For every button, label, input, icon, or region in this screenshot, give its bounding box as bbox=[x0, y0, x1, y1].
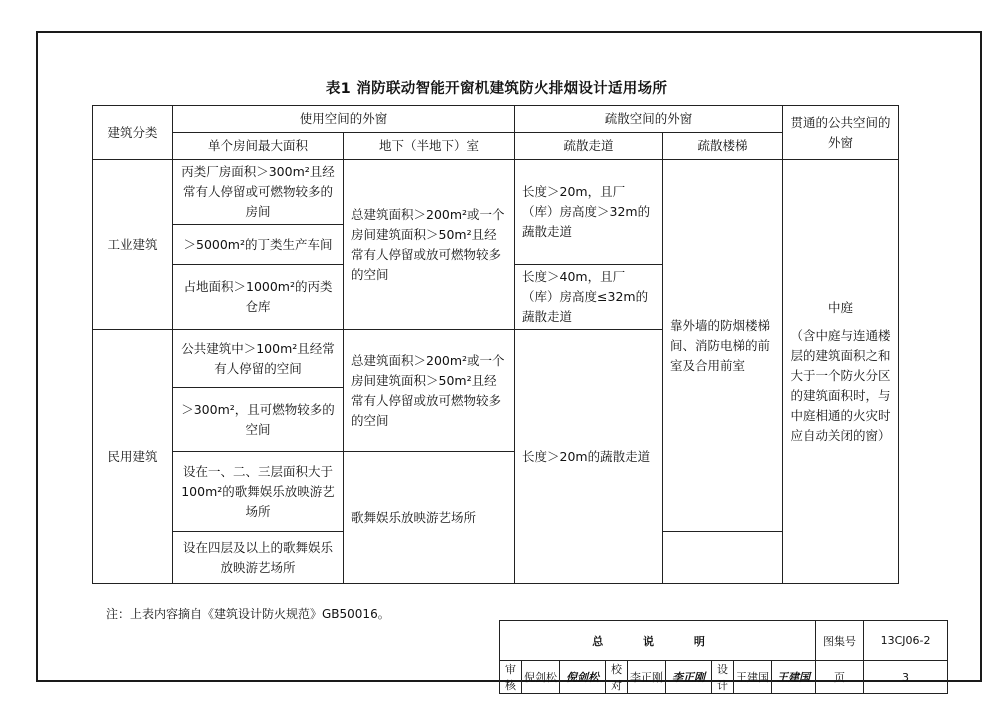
page-label: 页 bbox=[816, 661, 864, 694]
industrial-basement: 总建筑面积＞200m²或一个房间建筑面积＞50m²且经常有人停留或放可燃物较多的空间 bbox=[344, 160, 515, 330]
check-name: 李正刚 bbox=[628, 661, 666, 694]
evac-stair-cell: 靠外墙的防烟楼梯间、消防电梯的前室及合用前室 bbox=[663, 160, 783, 532]
check-signature: 李正刚 bbox=[666, 661, 712, 694]
design-name: 王建国 bbox=[734, 661, 772, 694]
industrial-corridor-2: 长度＞40m，且厂（库）房高度≤32m的蔬散走道 bbox=[515, 265, 663, 330]
header-evac-corridor: 疏散走道 bbox=[515, 133, 663, 160]
evac-stair-blank bbox=[663, 532, 783, 584]
atlas-code: 13CJ06-2 bbox=[864, 621, 948, 661]
civil-room-4: 设在四层及以上的歌舞娱乐放映游艺场所 bbox=[173, 532, 344, 584]
civil-label: 民用建筑 bbox=[93, 330, 173, 584]
page-number: 3 bbox=[864, 661, 948, 694]
footnote: 注：上表内容摘自《建筑设计防火规范》GB50016。 bbox=[106, 607, 390, 621]
title-block bbox=[499, 620, 948, 694]
civil-corridor: 长度＞20m的蔬散走道 bbox=[515, 330, 663, 584]
header-max-room-area: 单个房间最大面积 bbox=[173, 133, 344, 160]
header-evac-stair: 疏散楼梯 bbox=[663, 133, 783, 160]
drawing-name: 总 说 明 bbox=[500, 621, 816, 661]
public-space-title: 中庭 bbox=[828, 299, 854, 315]
review-signature: 倪剑松 bbox=[560, 661, 606, 694]
design-label: 设计 bbox=[712, 661, 734, 694]
public-space-cell bbox=[783, 160, 899, 584]
header-basement: 地下（半地下）室 bbox=[344, 133, 515, 160]
public-space-desc: （含中庭与连通楼层的建筑面积之和大于一个防火分区的建筑面积时，与中庭相通的火灾时应自动关闭的窗） bbox=[790, 327, 891, 443]
industrial-room-2: ＞5000m²的丁类生产车间 bbox=[173, 225, 344, 265]
civil-basement-2: 歌舞娱乐放映游艺场所 bbox=[344, 452, 515, 584]
applicable-places-table bbox=[92, 105, 899, 584]
atlas-label: 图集号 bbox=[816, 621, 864, 661]
civil-room-1: 公共建筑中＞100m²且经常有人停留的空间 bbox=[173, 330, 344, 388]
civil-basement-1: 总建筑面积＞200m²或一个房间建筑面积＞50m²且经常有人停留或放可燃物较多的空间 bbox=[344, 330, 515, 452]
industrial-room-1: 丙类厂房面积＞300m²且经常有人停留或可燃物较多的房间 bbox=[173, 160, 344, 225]
review-name: 倪剑松 bbox=[522, 661, 560, 694]
check-label: 校对 bbox=[606, 661, 628, 694]
industrial-label: 工业建筑 bbox=[93, 160, 173, 330]
header-evac-outer-window: 疏散空间的外窗 bbox=[515, 106, 783, 133]
review-label: 审核 bbox=[500, 661, 522, 694]
table-title: 表1 消防联动智能开窗机建筑防火排烟设计适用场所 bbox=[325, 81, 668, 97]
design-signature: 王建国 bbox=[772, 661, 816, 694]
header-usage-outer-window: 使用空间的外窗 bbox=[173, 106, 515, 133]
industrial-room-3: 占地面积＞1000m²的丙类仓库 bbox=[173, 265, 344, 330]
industrial-corridor-1: 长度＞20m，且厂（库）房高度＞32m的蔬散走道 bbox=[515, 160, 663, 265]
header-public-space: 贯通的公共空间的外窗 bbox=[783, 106, 899, 160]
civil-room-2: ＞300m²，且可燃物较多的空间 bbox=[173, 388, 344, 452]
civil-room-3: 设在一、二、三层面积大于100m²的歌舞娱乐放映游艺场所 bbox=[173, 452, 344, 532]
header-category: 建筑分类 bbox=[93, 106, 173, 160]
